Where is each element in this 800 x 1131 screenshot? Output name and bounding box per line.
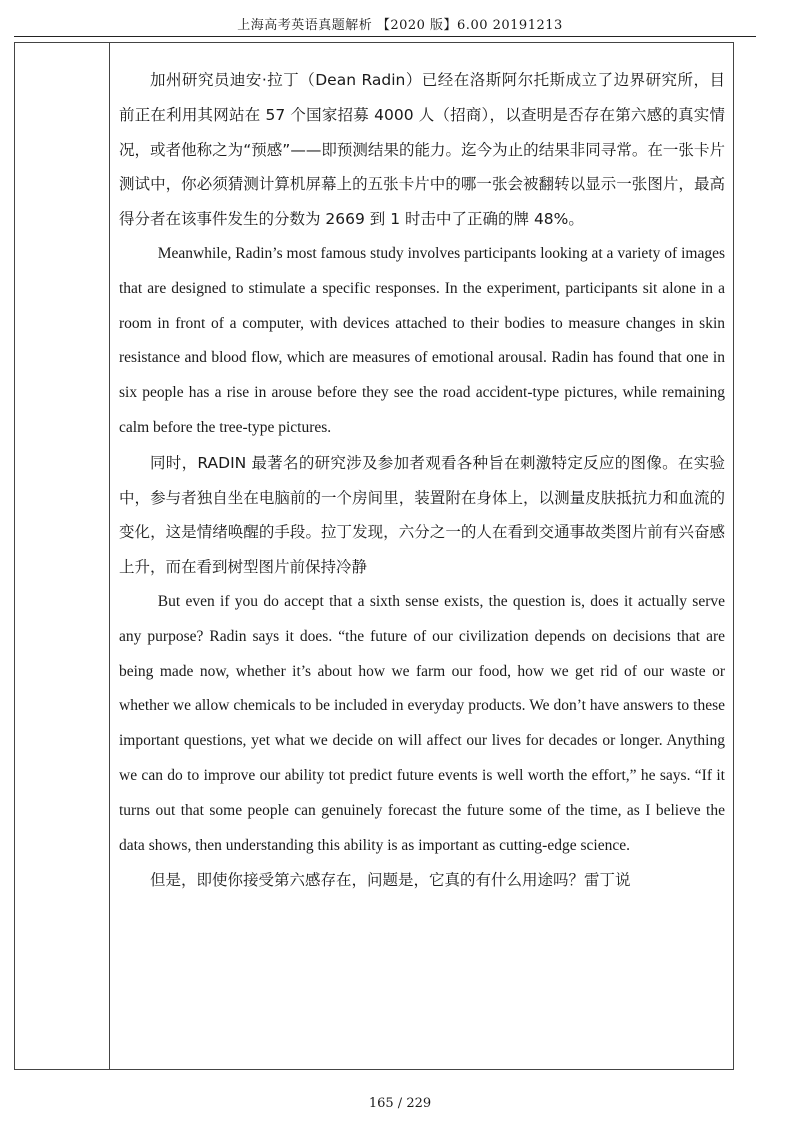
- page-number: 165 / 229: [368, 1096, 432, 1111]
- paragraph-zh-1: 加州研究员迪安·拉丁（Dean Radin）已经在洛斯阿尔托斯成立了边界研究所，目前正在利用其网站在 57 个国家招募 4000 人（招商），以查明是否存在第六感的真实情况，或者他称之为“预感”——即预测结果的能力。迄今为止的结果非同寻常。在一张卡片测试中，你必须猜测计算机屏幕上的五张卡片中的哪一张会被翻转以显示一张图片，最高得分者在该事件发生的分数为 2669 到 1 时击中了正确的牌 48%。: [119, 71, 725, 229]
- column-divider: [109, 43, 110, 1069]
- running-header: 上海高考英语真题解析 【2020 版】6.00 20191213: [237, 18, 563, 33]
- passage-cell: [119, 63, 725, 898]
- header-divider: [14, 36, 756, 37]
- paragraph-en-2: But even if you do accept that a sixth sense exists, the question is, does it actually serve any purpose? Radin says it does. “the future of our civilization depends on decisions that are being made now, whether it’s about how we farm our food, how we get rid of our waste or whether we allow chemicals to be included in everyday products. We don’t have answers to these important questions, yet what we decide on will affect our lives for decades or longer. Anything we can do to improve our ability tot predict future events is well worth the effort,” he says. “If it turns out that some people can genuinely forecast the future some of the time, as I believe the data shows, then understanding this ability is as important as cutting-edge science.: [119, 592, 725, 854]
- paragraph-zh-3: 但是，即使你接受第六感存在，问题是，它真的有什么用途吗？雷丁说: [150, 871, 631, 890]
- content-table: [14, 42, 734, 1070]
- paragraph-en-1: Meanwhile, Radin’s most famous study involves participants looking at a variety of images that are designed to stimulate a specific responses. In the experiment, participants sit alone in a room in front of a computer, with devices attached to their bodies to measure changes in skin resistance and blood flow, which are measures of emotional arousal. Radin has found that one in six people has a rise in arouse before they see the road accident-type pictures, while remaining calm before the tree-type pictures.: [119, 244, 725, 436]
- paragraph-zh-2: 同时，RADIN 最著名的研究涉及参加者观看各种旨在刺激特定反应的图像。在实验中，参与者独自坐在电脑前的一个房间里，装置附在身体上，以测量皮肤抵抗力和血流的变化，这是情绪唤醒的手段。拉丁发现，六分之一的人在看到交通事故类图片前有兴奋感上升，而在看到树型图片前保持冷静: [119, 453, 725, 577]
